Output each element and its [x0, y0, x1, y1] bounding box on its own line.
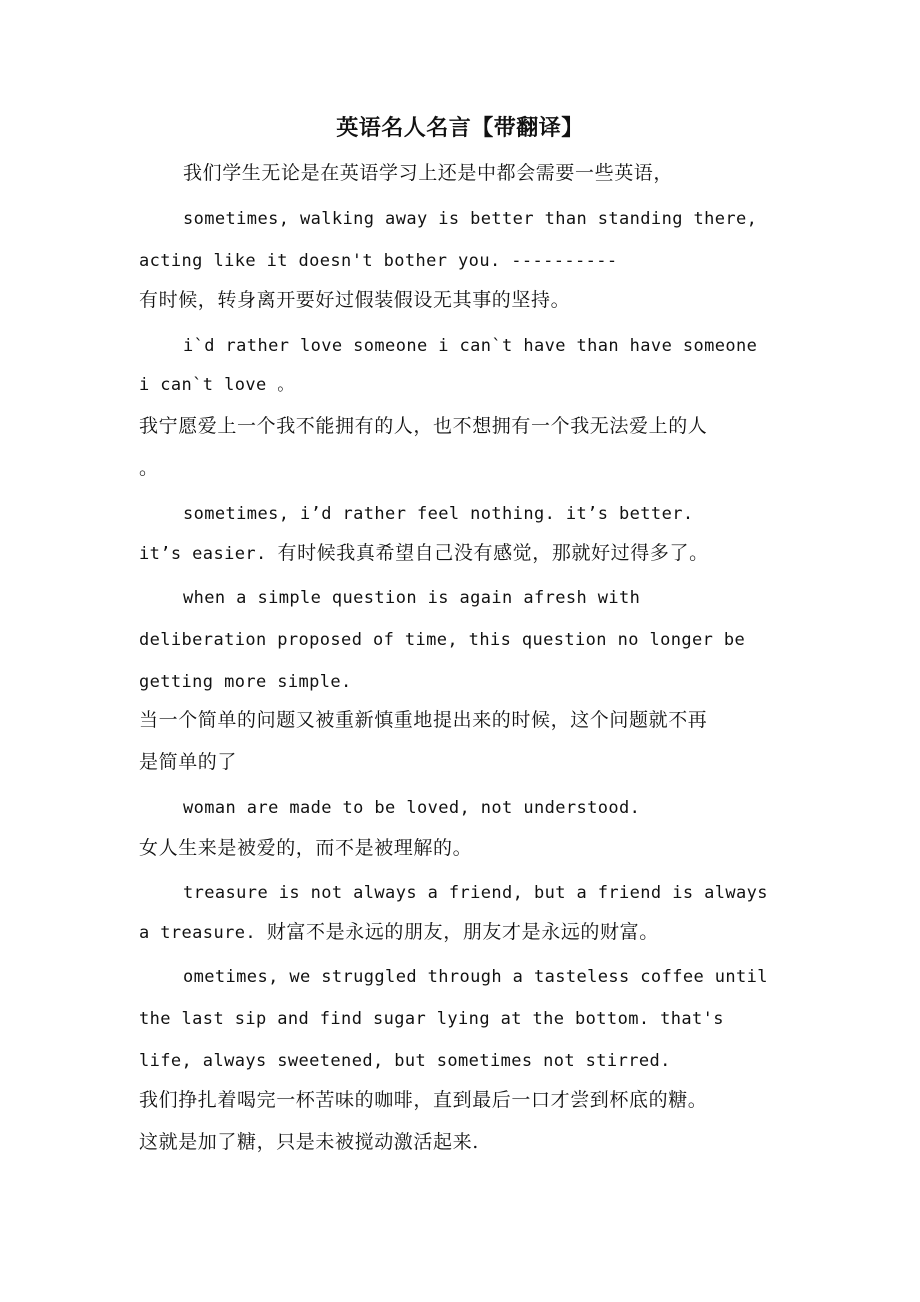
quote-2-zh-line-2: 。 [139, 457, 159, 479]
quote-4-en-line-3: getting more simple. [139, 672, 352, 692]
quote-4-zh-line-2: 是简单的了 [139, 751, 238, 773]
quote-6-en-line-2: a treasure. [139, 923, 256, 943]
quote-1-en-line-2: acting like it doesn't bother you. ---------- [139, 251, 618, 271]
quote-2-en-line-1: i`d rather love someone i can`t have than have someone [183, 336, 758, 356]
intro-text: 我们学生无论是在英语学习上还是中都会需要一些英语， [183, 162, 674, 184]
quote-5-zh-line-1: 女人生来是被爱的，而不是被理解的。 [139, 837, 473, 859]
quote-1-zh-line-1: 有时候，转身离开要好过假装假设无其事的坚持。 [139, 289, 571, 311]
quote-2-en-line-2: i can`t love 。 [139, 375, 295, 395]
quote-6-zh-line-1: 财富不是永远的朋友，朋友才是永远的财富。 [266, 921, 659, 943]
quote-6-en-line-1: treasure is not always a friend, but a friend is always [183, 883, 768, 903]
quote-2-zh-line-1: 我宁愿爱上一个我不能拥有的人，也不想拥有一个我无法爱上的人 [139, 415, 708, 437]
quote-6-mixed-line [139, 919, 659, 946]
quote-3-en-line-2: it’s easier. [139, 544, 267, 564]
quote-3-zh-line-1: 有时候我真希望自己没有感觉，那就好过得多了。 [277, 542, 709, 564]
quote-7-en-line-2: the last sip and find sugar lying at the bottom. that's [139, 1009, 724, 1029]
quote-1-en-line-1: sometimes, walking away is better than standing there, [183, 209, 758, 229]
quote-3-en-line-1: sometimes, i’d rather feel nothing. it’s better. [183, 504, 694, 524]
quote-7-en-line-3: life, always sweetened, but sometimes not stirred. [139, 1051, 671, 1071]
quote-4-en-line-1: when a simple question is again afresh with [183, 588, 641, 608]
quote-4-zh-line-1: 当一个简单的问题又被重新慎重地提出来的时候，这个问题就不再 [139, 709, 708, 731]
quote-7-zh-line-1: 我们挣扎着喝完一杯苦味的咖啡，直到最后一口才尝到杯底的糖。 [139, 1089, 708, 1111]
quote-7-zh-line-2: 这就是加了糖，只是未被搅动激活起来. [139, 1131, 479, 1153]
quote-5-en-line-1: woman are made to be loved, not understood. [183, 798, 641, 818]
quote-4-en-line-2: deliberation proposed of time, this question no longer be [139, 630, 746, 650]
quote-7-en-line-1: ometimes, we struggled through a tasteless coffee until [183, 967, 768, 987]
document-title: 英语名人名言【带翻译】 [336, 115, 584, 141]
quote-3-mixed-line [139, 540, 709, 567]
